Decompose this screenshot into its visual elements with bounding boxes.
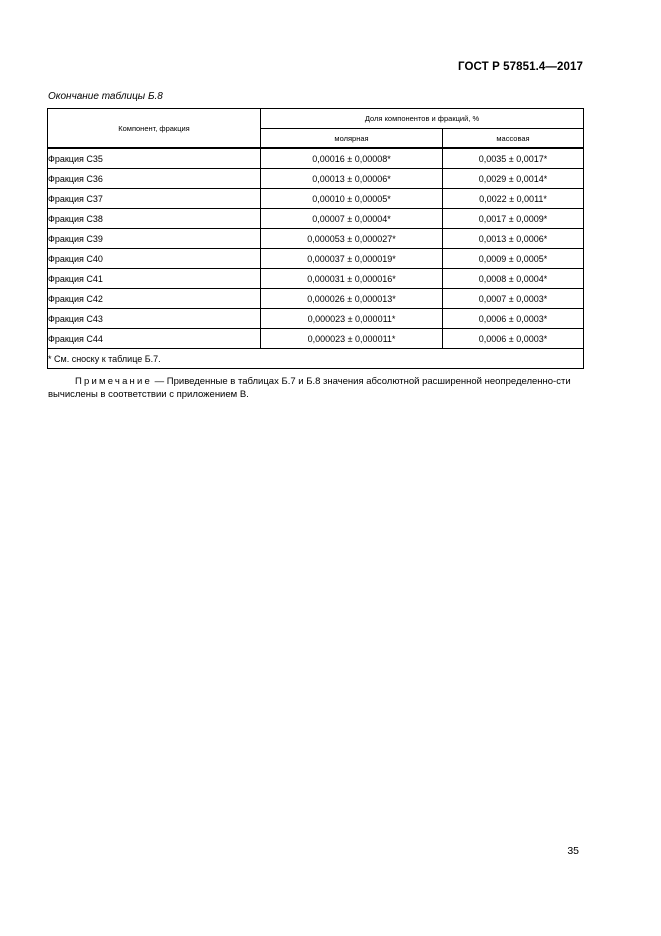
cell-name: Фракция С39: [48, 229, 261, 249]
cell-molar: 0,000026 ± 0,000013*: [261, 289, 443, 309]
note-paragraph: [48, 375, 583, 401]
page-number: 35: [567, 845, 579, 857]
header-molar: молярная: [261, 129, 443, 149]
cell-name: Фракция С41: [48, 269, 261, 289]
cell-name: Фракция С37: [48, 189, 261, 209]
table-row: [48, 148, 584, 169]
cell-molar: 0,00016 ± 0,00008*: [261, 148, 443, 169]
table-row: [48, 269, 584, 289]
cell-mass: 0,0035 ± 0,0017*: [443, 148, 584, 169]
table-row: [48, 329, 584, 349]
cell-mass: 0,0008 ± 0,0004*: [443, 269, 584, 289]
note-text: — Приведенные в таблицах Б.7 и Б.8 значения абсолютной расширенной неопределенно-сти вычислены в соответствии с приложением В.: [48, 376, 571, 400]
cell-mass: 0,0017 ± 0,0009*: [443, 209, 584, 229]
cell-molar: 0,000023 ± 0,000011*: [261, 309, 443, 329]
note-label: Примечание: [75, 376, 152, 387]
cell-name: Фракция С40: [48, 249, 261, 269]
cell-name: Фракция С35: [48, 148, 261, 169]
cell-name: Фракция С43: [48, 309, 261, 329]
cell-mass: 0,0013 ± 0,0006*: [443, 229, 584, 249]
table-row: [48, 309, 584, 329]
cell-mass: 0,0009 ± 0,0005*: [443, 249, 584, 269]
cell-molar: 0,00007 ± 0,00004*: [261, 209, 443, 229]
cell-mass: 0,0006 ± 0,0003*: [443, 329, 584, 349]
header-component: Компонент, фракция: [48, 109, 261, 149]
table-footnote: * См. сноску к таблице Б.7.: [48, 349, 584, 369]
cell-molar: 0,00010 ± 0,00005*: [261, 189, 443, 209]
header-mass: массовая: [443, 129, 584, 149]
table-row: [48, 249, 584, 269]
cell-mass: 0,0007 ± 0,0003*: [443, 289, 584, 309]
cell-mass: 0,0029 ± 0,0014*: [443, 169, 584, 189]
table-row: [48, 289, 584, 309]
cell-molar: 0,000031 ± 0,000016*: [261, 269, 443, 289]
table-row: [48, 169, 584, 189]
document-id: ГОСТ Р 57851.4—2017: [458, 61, 583, 73]
cell-molar: 0,000023 ± 0,000011*: [261, 329, 443, 349]
cell-name: Фракция С42: [48, 289, 261, 309]
fractions-table: [47, 108, 584, 369]
table-row: [48, 229, 584, 249]
cell-name: Фракция С36: [48, 169, 261, 189]
table-row: [48, 189, 584, 209]
cell-molar: 0,00013 ± 0,00006*: [261, 169, 443, 189]
cell-name: Фракция С44: [48, 329, 261, 349]
table-row: [48, 209, 584, 229]
cell-mass: 0,0022 ± 0,0011*: [443, 189, 584, 209]
table-body: [48, 148, 584, 349]
cell-mass: 0,0006 ± 0,0003*: [443, 309, 584, 329]
table-caption: Окончание таблицы Б.8: [48, 91, 163, 102]
header-group: Доля компонентов и фракций, %: [261, 109, 584, 129]
cell-molar: 0,000037 ± 0,000019*: [261, 249, 443, 269]
cell-name: Фракция С38: [48, 209, 261, 229]
cell-molar: 0,000053 ± 0,000027*: [261, 229, 443, 249]
